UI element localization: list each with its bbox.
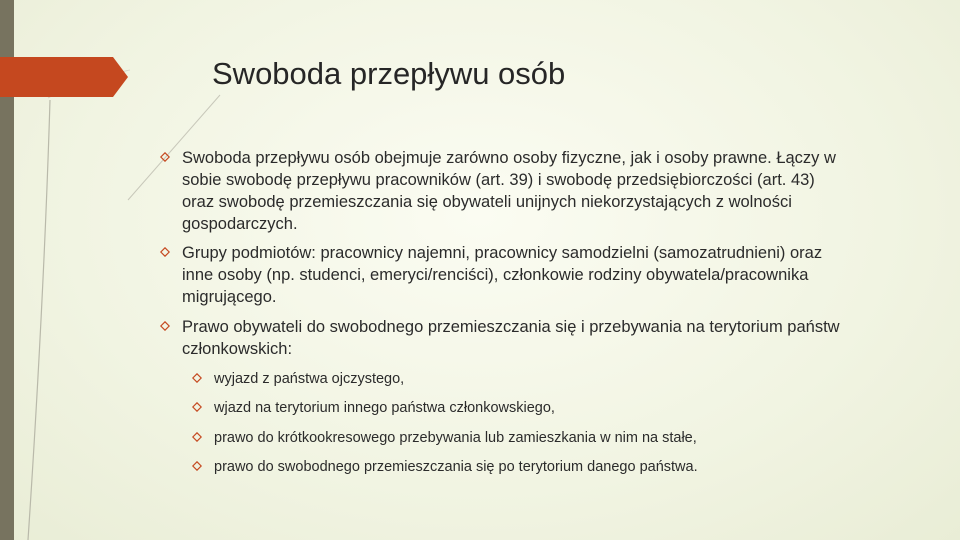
bullet-line: członkowskich: (182, 340, 293, 358)
diamond-bullet-icon (160, 152, 170, 162)
bullet-line: Grupy podmiotów: pracownicy najemni, pracownicy samodzielni (samozatrudnieni) oraz (182, 244, 823, 262)
sub-bullet-item (192, 398, 555, 418)
diamond-bullet-icon (192, 402, 202, 412)
bullet-line: Swoboda przepływu osób obejmuje zarówno osoby fizyczne, jak i osoby prawne. Łączy w (182, 149, 836, 167)
sub-bullet-text: prawo do krótkookresowego przebywania lub zamieszkania w nim na stałe, (214, 430, 697, 446)
page-title: Swoboda przepływu osób (212, 56, 566, 91)
bullet-line: migrującego. (182, 288, 277, 306)
bullet-line: inne osoby (np. studenci, emeryci/renciści), członkowie rodziny obywatela/pracownika (182, 266, 809, 284)
sub-bullet-item (192, 428, 697, 448)
sub-bullet-text: prawo do swobodnego przemieszczania się po terytorium danego państwa. (214, 459, 698, 475)
bullet-line: Prawo obywateli do swobodnego przemieszczania się i przebywania na terytorium państw (182, 318, 840, 336)
sub-bullet-item (192, 369, 404, 389)
bullet-line: gospodarczych. (182, 215, 298, 233)
sub-bullet-item (192, 457, 698, 477)
bullet-line: oraz swobodę przemieszczania się obywateli unijnych niekorzystających z wolności (182, 193, 792, 211)
title-accent-arrow (0, 57, 128, 97)
sub-bullet-text: wjazd na terytorium innego państwa członkowskiego, (214, 400, 555, 416)
diamond-bullet-icon (192, 461, 202, 471)
bullet-item (160, 147, 836, 235)
bullet-line: sobie swobodę przepływu pracowników (art. 39) i swobodę przedsiębiorczości (art. 43) (182, 171, 815, 189)
diamond-bullet-icon (160, 321, 170, 331)
sub-bullet-text: wyjazd z państwa ojczystego, (214, 371, 405, 387)
diamond-bullet-icon (192, 373, 202, 383)
bullet-item (160, 242, 822, 308)
bullet-item (160, 316, 840, 360)
diamond-bullet-icon (192, 432, 202, 442)
diamond-bullet-icon (160, 247, 170, 257)
